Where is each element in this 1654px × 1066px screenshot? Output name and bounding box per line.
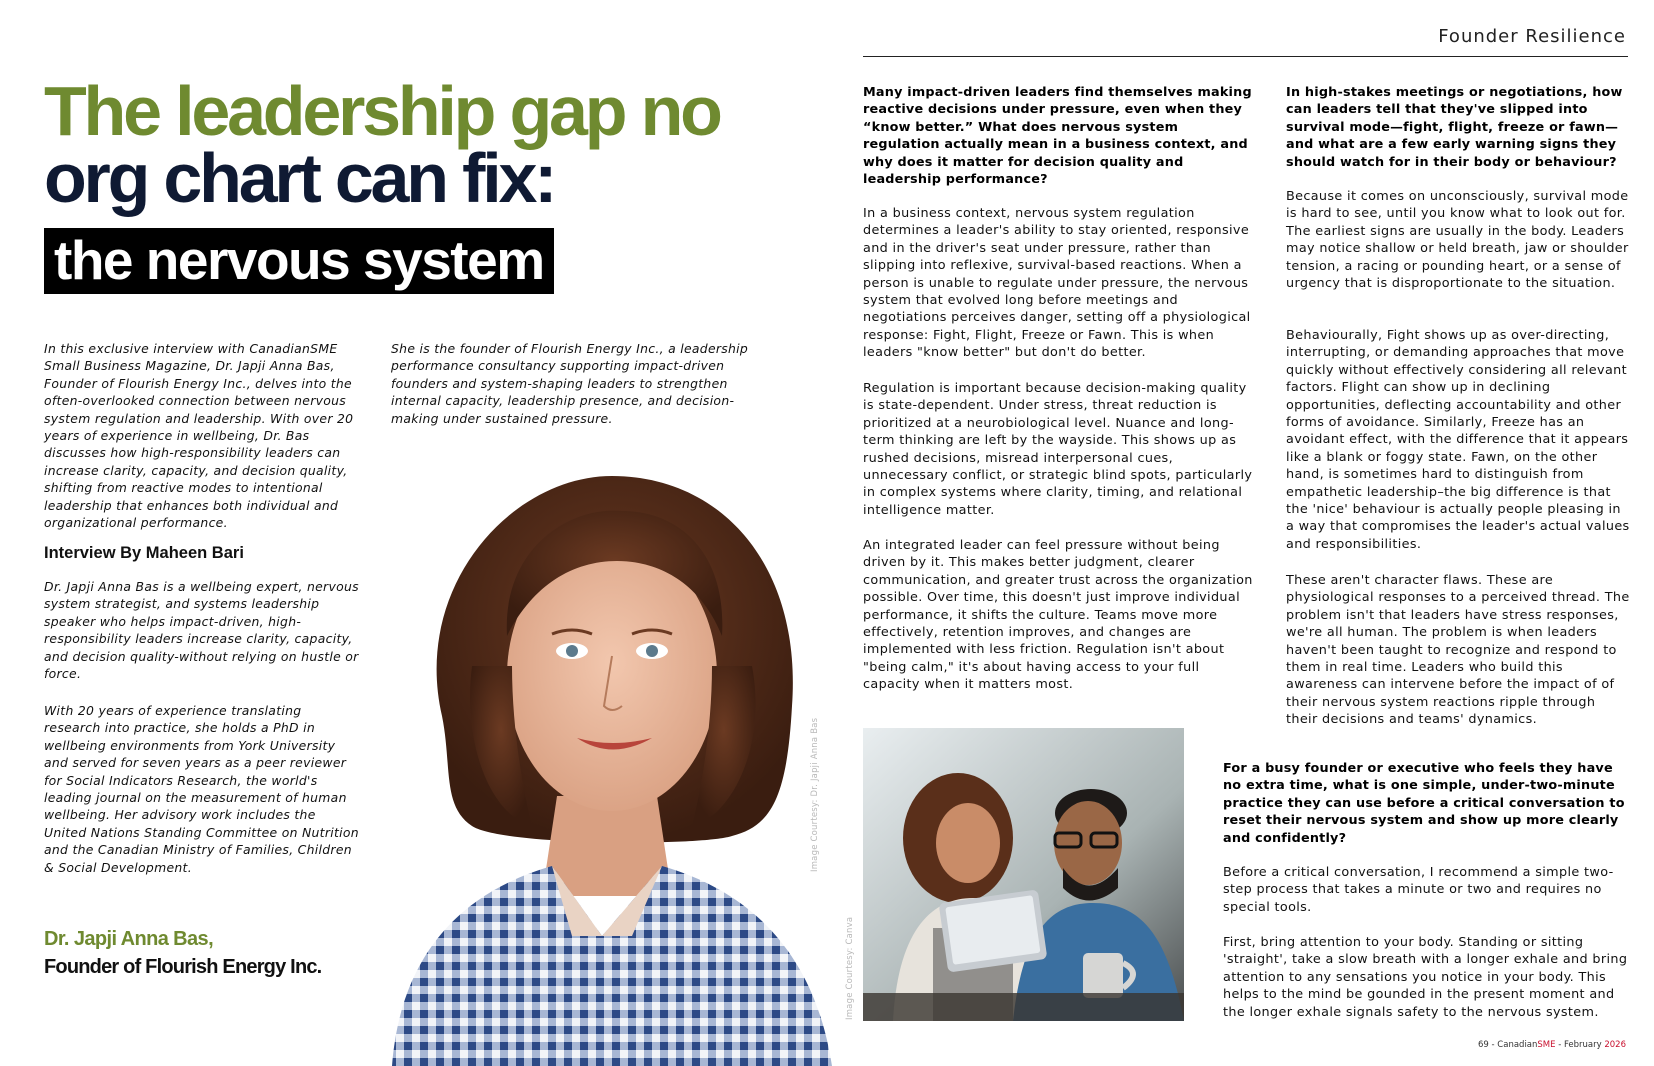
answer-3-paragraph-1: Before a critical conversation, I recommend a simple two-step process that takes a minute or two and requires no special tools.: [1223, 865, 1614, 915]
intro-paragraph: In this exclusive interview with CanadianSME Small Business Magazine, Dr. Japji Anna Bas, Founder of Flourish Energy Inc., delves into the often-overlooked connection between nervous system regulation and leadership. With over 20 years of experience in wellbeing, Dr. Bas discusses how high-responsibility leaders can increase clarity, capacity, and decision quality, shifting from reactive modes to intentional leadership that enhances both individual and organizational performance.: [44, 341, 354, 531]
answer-2-paragraph-2: Behaviourally, Fight shows up as over-directing, interrupting, or demanding approaches that move quickly without effectively considering all relevant factors. Flight can show up in declining opportunities, deflecting accountability and other forms of avoidance. Similarly, Freeze has an avoidant effect, with the difference that it appears like a blank or foggy state. Fawn, on the other hand, is sometimes hard to distinguish from empathetic leadership–the big difference is that the 'nice' behaviour is actually people pleasing in a way that compromises the leader's actual values and responsibilities.: [1286, 328, 1630, 552]
answer-1-paragraph-1: In a business context, nervous system regulation determines a leader's ability to stay oriented, responsive and in the driver's seat under pressure, rather than slipping into reflexive, survival-based reactions. When a person is unable to regulate under pressure, the nervous system that evolved long before meetings and negotiations perceives danger, setting off a physiological response: Fight, Flight, Freeze or Fawn. This is when leaders "know better" but don't do better.: [863, 206, 1251, 361]
answer-2-paragraph-1: Because it comes on unconsciously, survival mode is hard to see, until you know what to look out for. The earliest signs are usually in the body. Leaders may notice shallow or held breath, jaw or shoulder tension, a racing or pounding heart, or a sense of urgency that is disproportionate to the situation.: [1286, 189, 1629, 292]
portrait-photo: [372, 466, 832, 1066]
question-3: For a busy founder or executive who feels they have no extra time, what is one simple, under-two-minute practice they can use before a critical conversation to reset their nervous system and show up more clearly and confidently?: [1223, 761, 1625, 846]
title-line-3: the nervous system: [54, 229, 544, 291]
answer-2-paragraph-3: These aren't character flaws. These are physiological responses to a perceived thread. The problem isn't that leaders have stress responses, we're all human. The problem is when leaders haven't been taught to recognize and respond to them in real time. Leaders who build this awareness can intervene before the impact of of their nervous system reactions ripple through their decisions and teams' dynamics.: [1286, 573, 1630, 728]
title-highlight-box: [44, 228, 554, 294]
footer-page: 69 - Canadian: [1478, 1040, 1538, 1050]
title-line-1: The leadership gap no: [44, 72, 720, 150]
question-2: In high-stakes meetings or negotiations, how can leaders tell that they've slipped into survival mode—fight, flight, freeze or fawn—and what are a few early warning signs they should watch for in their body or behaviour?: [1286, 85, 1623, 170]
answer-3-paragraph-2: First, bring attention to your body. Standing or sitting 'straight', take a slow breath with a longer exhale and bring attention to any sensations you notice in your body. This helps to the mind be gounded in the present moment and the longer exhale signals safety to the nervous system.: [1223, 935, 1628, 1020]
answer-1-paragraph-3: An integrated leader can feel pressure without being driven by it. This makes better judgment, clearer communication, and greater trust across the organization possible. Over time, this doesn't just improve individual performance, it shifts the culture. Teams move more effectively, retention improves, and changes are implemented with less friction. Regulation isn't about "being calm," it's about having access to your full capacity when it matters most.: [863, 538, 1253, 693]
bio-paragraph-2: With 20 years of experience translating research into practice, she holds a PhD in wellbeing environments from York University and served for seven years as a peer reviewer for Social Indicators Research, the world's leading journal on the measurement of human wellbeing. Her advisory work includes the United Nations Standing Committee on Nutrition and the Canadian Ministry of Families, Children & Social Development.: [44, 703, 359, 875]
team-photo: [863, 728, 1184, 1021]
portrait-credit: Image Courtesy: Dr. Japji Anna Bas: [810, 717, 820, 872]
section-header: Founder Resilience: [1438, 26, 1626, 47]
signature-role: Founder of Flourish Energy Inc.: [44, 956, 322, 978]
photo-credit: Image Courtesy: Canva: [845, 916, 855, 1020]
answer-1-paragraph-2: Regulation is important because decision-making quality is state-dependent. Under stress, threat reduction is prioritized at a neurobiological level. Nuance and long-term thinking are left by the wayside. This shows up as rushed decisions, misread interpersonal cues, unnecessary conflict, or strategic blind spots, particularly in complex systems where clarity, timing, and relational intelligence matter.: [863, 381, 1253, 518]
interview-byline: Interview By Maheen Bari: [44, 544, 244, 562]
footer-month: - February: [1555, 1040, 1605, 1050]
bio-paragraph-1: Dr. Japji Anna Bas is a wellbeing expert, nervous system strategist, and systems leadership speaker who helps impact-driven, high-responsibility leaders increase clarity, capacity, and decision quality-without relying on hustle or force.: [44, 579, 359, 682]
footer-brand-accent: SME: [1537, 1040, 1556, 1050]
question-1: Many impact-driven leaders find themselves making reactive decisions under pressure, even when they “know better.” What does nervous system regulation actually mean in a business context, and why does it matter for decision quality and leadership performance?: [863, 85, 1252, 188]
founder-intro-paragraph: She is the founder of Flourish Energy Inc., a leadership performance consultancy supporting impact-driven founders and system-shaping leaders to strengthen internal capacity, leadership presence, and decision-making under sustained pressure.: [391, 341, 749, 426]
page-footer: [1478, 1040, 1626, 1050]
signature-name: Dr. Japji Anna Bas,: [44, 928, 214, 950]
header-divider: [863, 56, 1628, 57]
title-line-2: org chart can fix:: [44, 139, 555, 217]
footer-year: 2026: [1604, 1040, 1626, 1050]
